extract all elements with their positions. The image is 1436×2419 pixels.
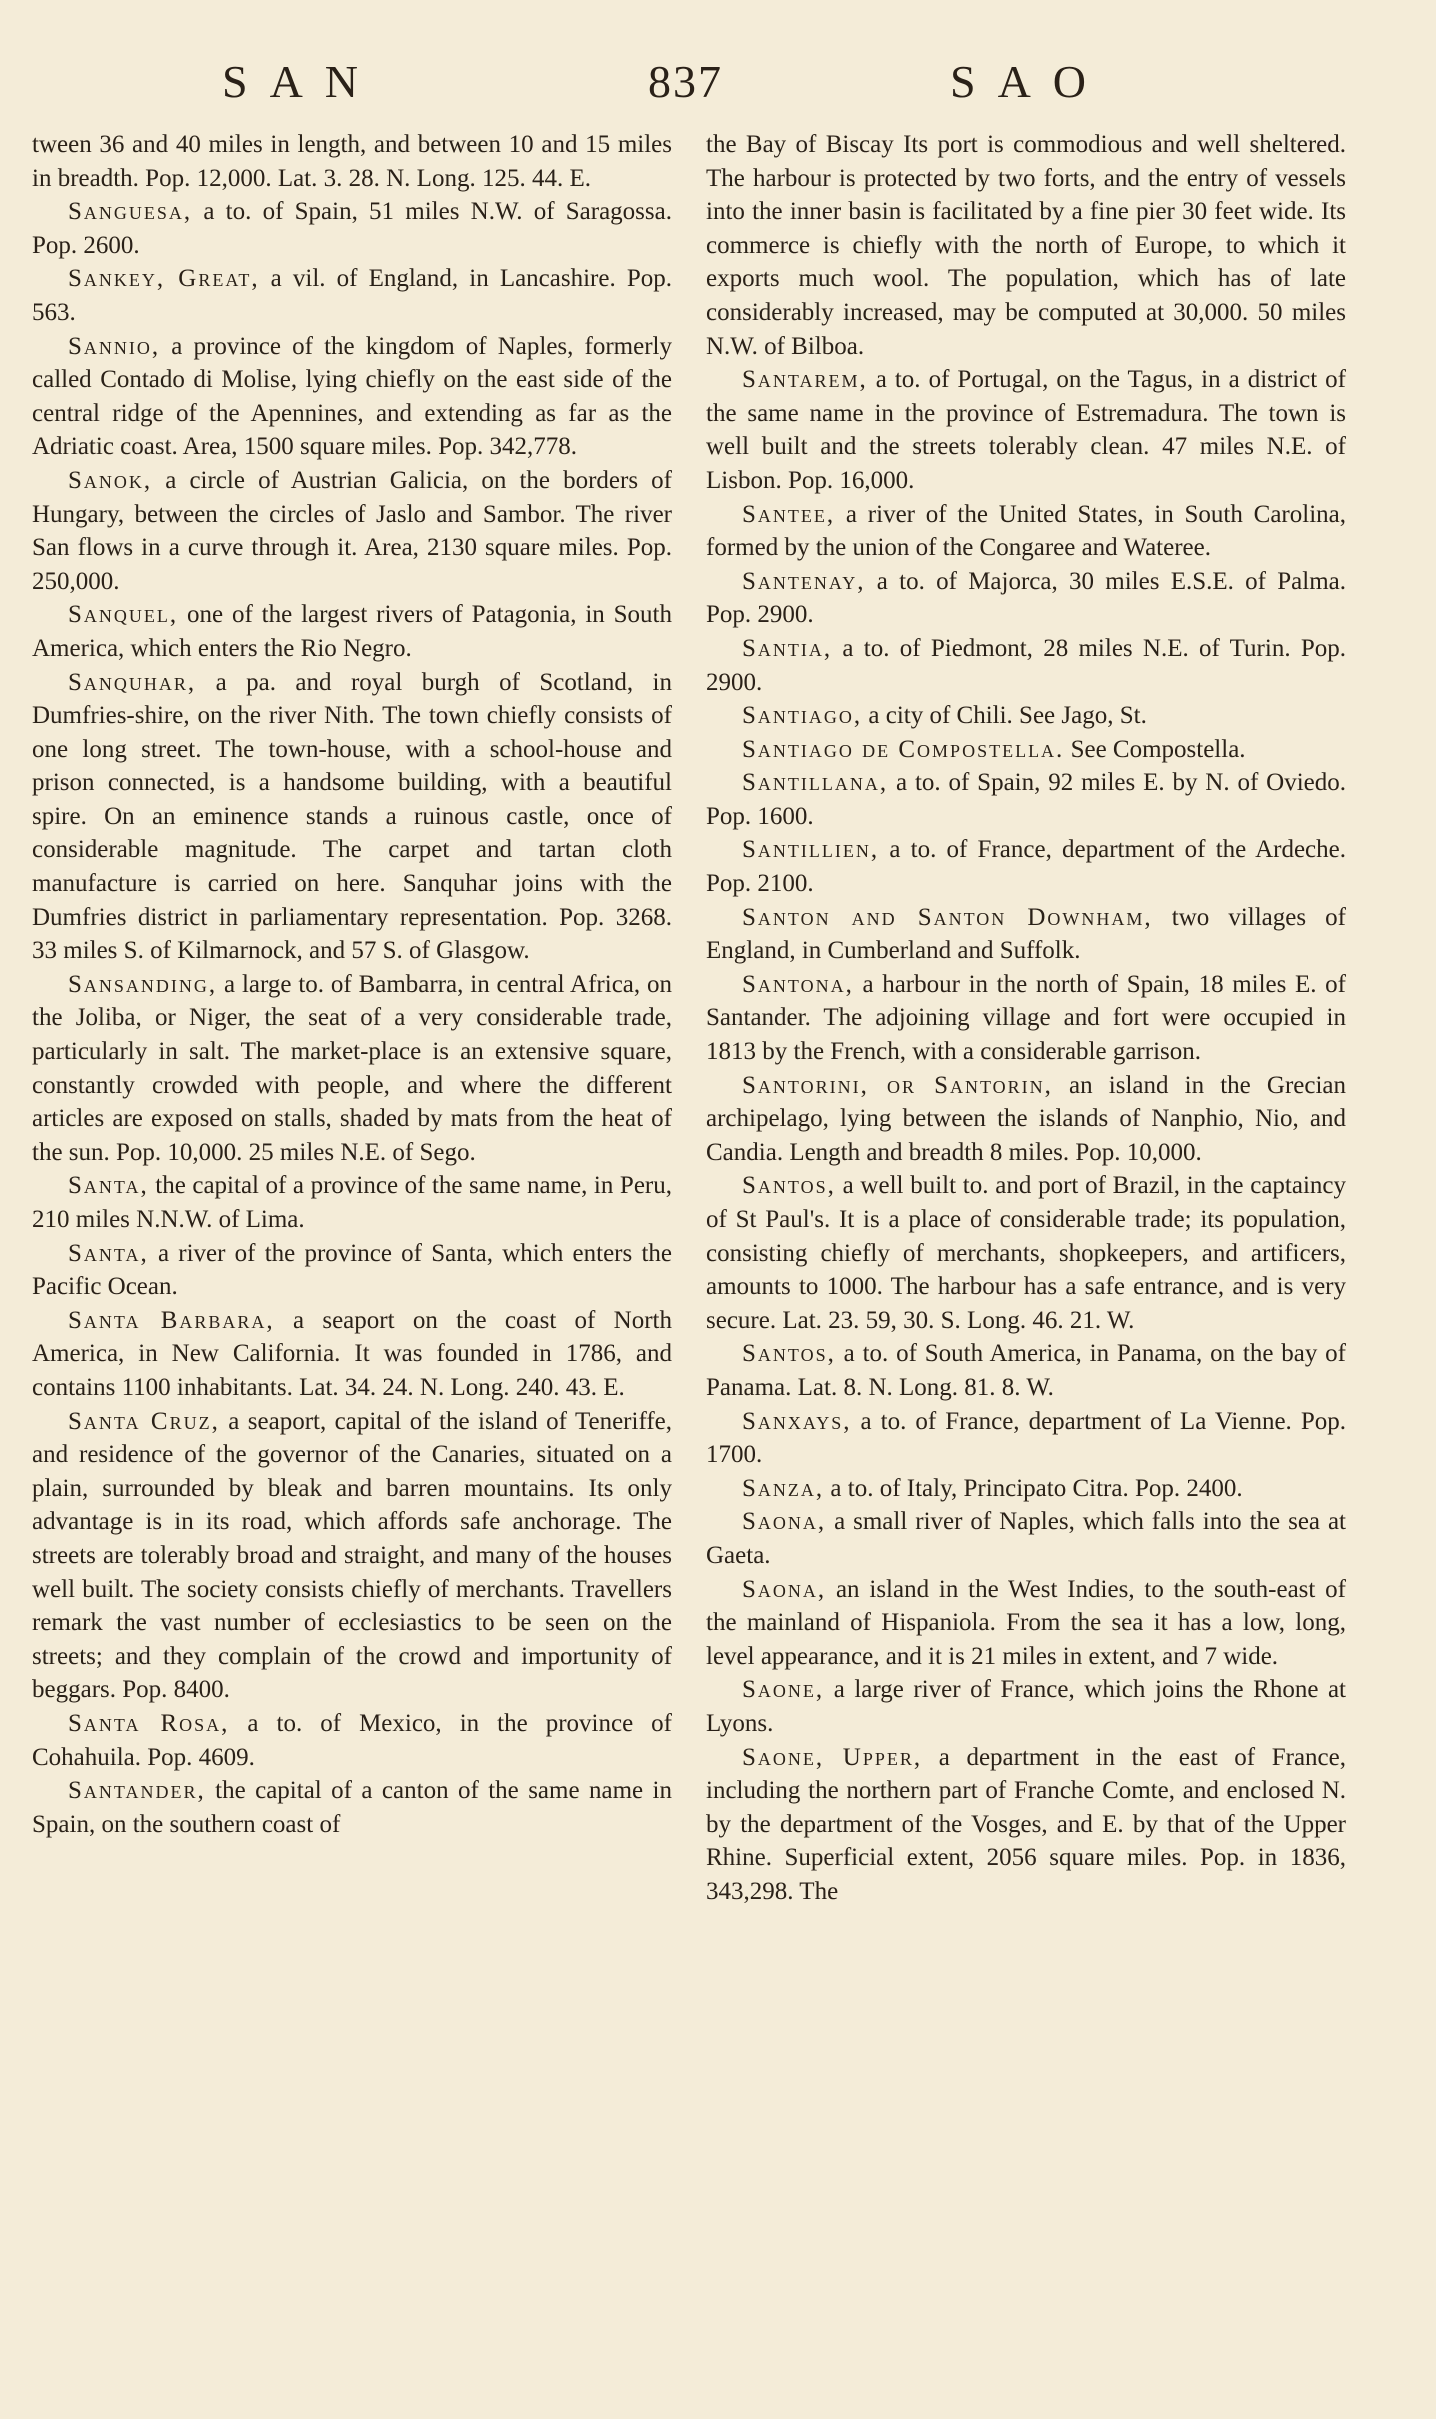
entry-text: a department in the east of France, including the northern part of Franche Comte, and enclosed N. by the department of the Vosges, and E. by that of the Upper Rhine. Superficial extent, 2056 square miles. Pop. in 1836, 343,298. The (706, 1743, 1346, 1905)
gazetteer-entry (32, 1169, 672, 1236)
entry-text: a to. of Portugal, on the Tagus, in a district of the same name in the province of Estremadura. The town is well built and the streets tolerably clean. 47 miles N.E. of Lisbon. Pop. 16,000. (706, 366, 1346, 494)
gazetteer-entry (32, 1304, 672, 1405)
gazetteer-entry (706, 565, 1346, 632)
entry-text: a to. of Majorca, 30 miles E.S.E. of Palma. Pop. 2900. (706, 567, 1346, 629)
entry-text: the Bay of Biscay Its port is commodious and well sheltered. The harbour is protected by two forts, and the entry of vessels into the inner basin is facilitated by a fine pier 30 feet wide. Its commerce is chiefly with the north of Europe, to which it exports much wool. The population, which has of late considerably increased, may be computed at 30,000. 50 miles N.W. of Bilboa. (706, 131, 1346, 360)
gazetteer-entry (32, 330, 672, 464)
gazetteer-entry (32, 1237, 672, 1304)
entry-headword: Sanok, (68, 466, 153, 494)
gazetteer-entry (706, 733, 1346, 767)
entry-text: a to. of Spain, 51 miles N.W. of Saragossa. Pop. 2600. (32, 198, 672, 259)
gazetteer-entry (706, 632, 1346, 699)
entry-headword: Santillien, (742, 836, 880, 864)
entry-text: a vil. of England, in Lancashire. Pop. 563. (32, 265, 672, 326)
gazetteer-entry (706, 1337, 1346, 1404)
gazetteer-entry (32, 262, 672, 329)
running-head-left: SAN (222, 56, 381, 107)
gazetteer-entry (706, 363, 1346, 497)
entry-text: a circle of Austrian Galicia, on the borders of Hungary, between the circles of Jaslo and Sambor. The river San flows in a curve through it. Area, 2130 square miles. Pop. 250,000. (32, 466, 672, 595)
entry-text: two villages of England, in Cumberland and Suffolk. (706, 903, 1346, 965)
gazetteer-entry (32, 1774, 672, 1841)
right-column (706, 128, 1346, 1908)
gazetteer-entry (706, 1472, 1346, 1506)
entry-text: a pa. and royal burgh of Scotland, in Dumfries-shire, on the river Nith. The town chiefly consists of one long street. The town-house, with a school-house and prison connected, is a handsome building, with a beautiful spire. On an eminence stands a ruinous castle, once of considerable magnitude. The carpet and tartan cloth manufacture is carried on here. Sanquhar joins with the Dumfries district in parliamentary representation. Pop. 3268. 33 miles S. of Kilmarnock, and 57 S. of Glasgow. (32, 668, 672, 965)
gazetteer-entry (32, 1405, 672, 1707)
gazetteer-entry (706, 699, 1346, 733)
entry-text: a to. of France, department of La Vienne. Pop. 1700. (706, 1407, 1346, 1469)
entry-text: the capital of a province of the same name, in Peru, 210 miles N.N.W. of Lima. (32, 1172, 672, 1233)
entry-text: a city of Chili. See Jago, St. (862, 702, 1147, 730)
gazetteer-entry (706, 1573, 1346, 1674)
gazetteer-entry (706, 901, 1346, 968)
entry-text: a to. of Piedmont, 28 miles N.E. of Turin. Pop. 2900. (706, 634, 1346, 696)
entry-headword: Santa Barbara, (68, 1306, 275, 1334)
entry-text: one of the largest rivers of Patagonia, in South America, which enters the Rio Negro. (32, 601, 672, 662)
entry-headword: Santa Cruz, (68, 1407, 220, 1435)
entry-text: a seaport, capital of the island of Teneriffe, and residence of the governor of the Canaries, situated on a plain, surrounded by bleak and barren mountains. Its only advantage is in its road, which affords safe anchorage. The streets are tolerably broad and straight, and many of the houses well built. The society consists chiefly of merchants. Travellers remark the vast number of ecclesiastics to be seen on the streets; and they complain of the crowd and importunity of beggars. Pop. 8400. (32, 1407, 672, 1704)
entry-headword: Sansanding, (68, 970, 218, 998)
gazetteer-entry (32, 195, 672, 262)
entry-headword: Saona, (742, 1575, 827, 1603)
entry-text: a large to. of Bambarra, in central Africa, on the Joliba, or Niger, the seat of a very considerable trade, particularly in salt. The market-place is an extensive square, constantly crowded with people, and where the different articles are exposed on stalls, shaded by mats from the heat of the sun. Pop. 10,000. 25 miles N.E. of Sego. (32, 970, 672, 1166)
gazetteer-entry (32, 128, 672, 195)
gazetteer-entry (32, 598, 672, 665)
entry-headword: Sannio, (68, 332, 161, 360)
entry-text: an island in the Grecian archipelago, lying between the islands of Nanphio, Nio, and Candia. Length and breadth 8 miles. Pop. 10,000. (706, 1071, 1347, 1166)
entry-text: a harbour in the north of Spain, 18 miles E. of Santander. The adjoining village and fort were occupied in 1813 by the French, with a considerable garrison. (706, 970, 1346, 1066)
gazetteer-entry (706, 128, 1346, 363)
entry-headword: Santona, (742, 970, 854, 998)
entry-headword: Santee, (742, 500, 836, 528)
entry-headword: Sanza, (742, 1474, 825, 1502)
page-number: 837 (648, 56, 723, 107)
gazetteer-entry (706, 833, 1346, 900)
entry-text: a small river of Naples, which falls into the sea at Gaeta. (706, 1508, 1346, 1569)
entry-headword: Saone, Upper, (742, 1743, 923, 1771)
gazetteer-entry (706, 1673, 1346, 1740)
gazetteer-entry (706, 1069, 1346, 1170)
gazetteer-entry (32, 464, 672, 598)
entry-headword: Santorini, or Santorin, (742, 1071, 1053, 1099)
entry-headword: Santa, (68, 1239, 149, 1267)
entry-text: a province of the kingdom of Naples, formerly called Contado di Molise, lying chiefly on the east side of the central ridge of the Apennines, and extending as far as the Adriatic coast. Area, 1500 square miles. Pop. 342,778. (32, 332, 672, 461)
entry-text: a to. of Mexico, in the province of Cohahuila. Pop. 4609. (32, 1709, 673, 1771)
entry-text: See Compostella. (1064, 735, 1246, 763)
gazetteer-entry (32, 968, 672, 1170)
running-head (0, 55, 1436, 115)
entry-text: a to. of South America, in Panama, on the bay of Panama. Lat. 8. N. Long. 81. 8. W. (706, 1340, 1346, 1401)
gazetteer-entry (706, 1405, 1346, 1472)
entry-text: the capital of a canton of the same name in Spain, on the southern coast of (32, 1777, 672, 1838)
gazetteer-entry (706, 1505, 1346, 1572)
entry-headword: Sanguesa, (68, 198, 193, 226)
entry-text: a river of the province of Santa, which enters the Pacific Ocean. (32, 1239, 672, 1301)
entry-headword: Saona, (742, 1508, 827, 1536)
entry-text: a seaport on the coast of North America, in New California. It was founded in 1786, and contains 1100 inhabitants. Lat. 34. 24. N. Long. 240. 43. E. (32, 1306, 672, 1401)
entry-headword: Santiago, (742, 702, 863, 730)
left-column (32, 128, 672, 1841)
gazetteer-entry (32, 1707, 672, 1774)
entry-text: a large river of France, which joins the Rhone at Lyons. (706, 1676, 1346, 1737)
entry-headword: Santon and Santon Downham, (742, 903, 1153, 931)
entry-headword: Santarem, (742, 366, 868, 394)
entry-headword: Sankey, Great, (68, 265, 260, 293)
gazetteer-entry (32, 666, 672, 968)
gazetteer-entry (706, 1169, 1346, 1337)
entry-headword: Santillana, (742, 769, 889, 797)
running-head-right: SAO (950, 56, 1109, 107)
entry-text: a well built to. and port of Brazil, in the captaincy of St Paul's. It is a place of considerable trade; its population, consisting chiefly of merchants, shopkeepers, and artificers, amounts to 1000. The harbour has a safe entrance, and is very secure. Lat. 23. 59, 30. S. Long. 46. 21. W. (706, 1172, 1346, 1334)
entry-text: a to. of Italy, Principato Citra. Pop. 2400. (824, 1474, 1243, 1502)
entry-text: a river of the United States, in South Carolina, formed by the union of the Congaree and Wateree. (706, 500, 1346, 562)
entry-text: a to. of France, department of the Ardeche. Pop. 2100. (706, 836, 1346, 898)
entry-text: tween 36 and 40 miles in length, and between 10 and 15 miles in breadth. Pop. 12,000. Lat. 3. 28. N. Long. 125. 44. E. (32, 131, 672, 192)
gazetteer-entry (706, 498, 1346, 565)
entry-headword: Santa, (68, 1172, 149, 1200)
entry-headword: Santa Rosa, (68, 1709, 230, 1737)
entry-headword: Santander, (68, 1777, 206, 1805)
gazetteer-entry (706, 766, 1346, 833)
entry-headword: Santiago de Compostella. (742, 735, 1065, 763)
entry-headword: Sanquel, (68, 601, 179, 629)
entry-headword: Sanxays, (742, 1407, 852, 1435)
entry-headword: Santos, (742, 1172, 836, 1200)
entry-headword: Santia, (742, 634, 833, 662)
gazetteer-entry (706, 1741, 1346, 1909)
entry-text: an island in the West Indies, to the south-east of the mainland of Hispaniola. From the sea it has a low, long, level appearance, and it is 21 miles in extent, and 7 wide. (706, 1575, 1346, 1670)
entry-headword: Saone, (742, 1676, 825, 1704)
entry-headword: Santos, (742, 1340, 836, 1368)
gazetteer-entry (706, 968, 1346, 1069)
entry-headword: Santenay, (742, 567, 866, 595)
entry-text: a to. of Spain, 92 miles E. by N. of Oviedo. Pop. 1600. (706, 769, 1346, 830)
entry-headword: Sanquhar, (68, 668, 197, 696)
